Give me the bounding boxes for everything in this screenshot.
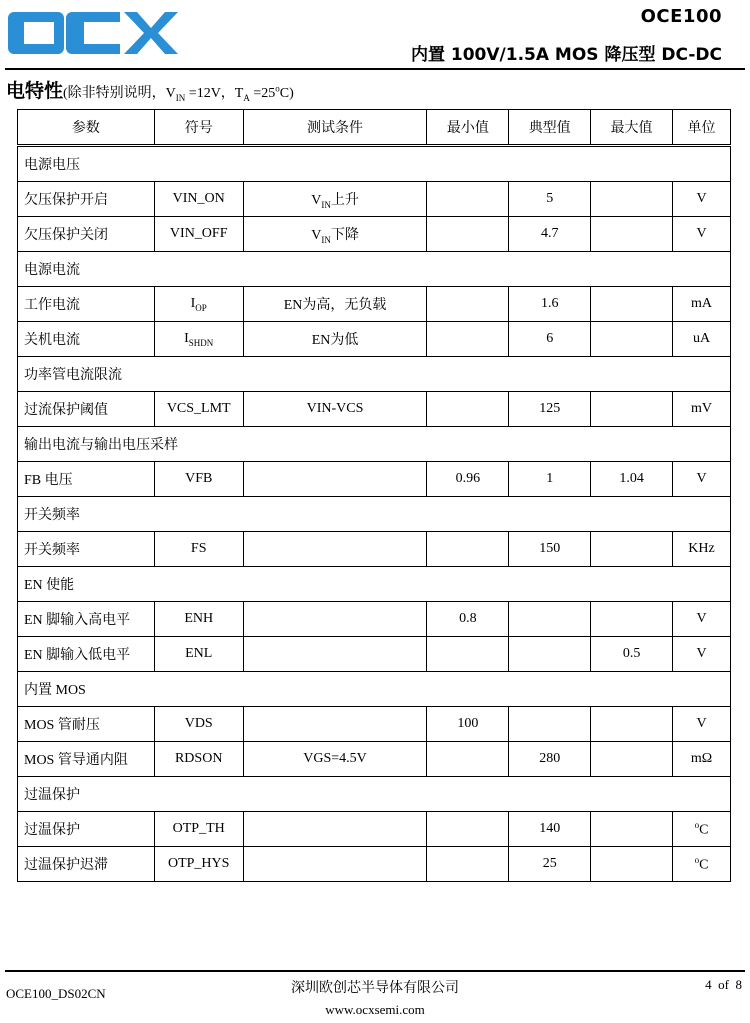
symbol-cell: OTP_TH xyxy=(154,812,243,847)
condition-cell: EN为低 xyxy=(243,322,427,357)
param-cell: EN 脚输入低电平 xyxy=(18,637,155,672)
page-number: 4 of 8 xyxy=(705,977,742,992)
table-header-row xyxy=(18,110,731,146)
section-row xyxy=(18,427,731,462)
table-row xyxy=(18,322,731,357)
max-cell xyxy=(591,182,673,217)
symbol-cell: FS xyxy=(154,532,243,567)
table-row xyxy=(18,707,731,742)
symbol-cell: VFB xyxy=(154,462,243,497)
condition-cell xyxy=(243,812,427,847)
symbol-cell: VIN_OFF xyxy=(154,217,243,252)
table-row xyxy=(18,602,731,637)
symbol-cell: VDS xyxy=(154,707,243,742)
param-cell: 关机电流 xyxy=(18,322,155,357)
model-number: OCE100 xyxy=(640,6,722,27)
company-name: 深圳欧创芯半导体有限公司 xyxy=(291,981,459,996)
unit-cell: uA xyxy=(673,322,731,357)
section-label: 开关频率 xyxy=(18,497,731,532)
typ-cell: 1.6 xyxy=(509,287,591,322)
unit-cell: mV xyxy=(673,392,731,427)
section-label: 内置 MOS xyxy=(18,672,731,707)
logo-text: OCX xyxy=(6,4,9,5)
section-label: 输出电流与输出电压采样 xyxy=(18,427,731,462)
symbol-cell: VCS_LMT xyxy=(154,392,243,427)
symbol-cell: OTP_HYS xyxy=(154,847,243,882)
max-cell xyxy=(591,322,673,357)
min-cell: 100 xyxy=(427,707,509,742)
document-id: OCE100_DS02CN xyxy=(6,986,106,1001)
section-label: EN 使能 xyxy=(18,567,731,602)
column-header: 最大值 xyxy=(591,110,673,146)
column-header: 单位 xyxy=(673,110,731,146)
min-cell xyxy=(427,637,509,672)
condition-cell: $V_{IN}$上升 xyxy=(243,182,427,217)
condition-cell: $V_{IN}$下降 xyxy=(243,217,427,252)
table-row xyxy=(18,182,731,217)
min-cell xyxy=(427,742,509,777)
symbol-cell: ENH xyxy=(154,602,243,637)
typ-cell: 140 xyxy=(509,812,591,847)
condition-cell xyxy=(243,602,427,637)
condition-cell: VGS=4.5V xyxy=(243,742,427,777)
header-divider xyxy=(5,68,745,70)
unit-cell: V xyxy=(673,602,731,637)
unit-cell: mΩ xyxy=(673,742,731,777)
condition-cell xyxy=(243,637,427,672)
max-cell: 0.5 xyxy=(591,637,673,672)
max-cell xyxy=(591,287,673,322)
param-cell: MOS 管导通内阻 xyxy=(18,742,155,777)
section-row xyxy=(18,497,731,532)
typ-cell xyxy=(509,602,591,637)
condition-cell xyxy=(243,462,427,497)
section-heading: 电特性(除非特别说明，$V_{IN} =12V$，$T_A =25^oC$) xyxy=(6,80,294,103)
min-cell xyxy=(427,812,509,847)
unit-cell: V xyxy=(673,637,731,672)
typ-cell xyxy=(509,707,591,742)
symbol-cell: $I_{OP}$ xyxy=(154,287,243,322)
max-cell xyxy=(591,392,673,427)
param-cell: 过温保护 xyxy=(18,812,155,847)
typ-cell: 5 xyxy=(509,182,591,217)
section-label: 电源电流 xyxy=(18,252,731,287)
typ-cell: 280 xyxy=(509,742,591,777)
document-title: 内置 100V/1.5A MOS 降压型 DC-DC xyxy=(410,45,722,65)
min-cell xyxy=(427,182,509,217)
column-header: 最小值 xyxy=(427,110,509,146)
symbol-cell: ENL xyxy=(154,637,243,672)
unit-cell: mA xyxy=(673,287,731,322)
condition-cell: EN为高，无负载 xyxy=(243,287,427,322)
column-header: 测试条件 xyxy=(243,110,427,146)
section-row xyxy=(18,252,731,287)
condition-cell xyxy=(243,707,427,742)
min-cell xyxy=(427,217,509,252)
unit-cell: V xyxy=(673,707,731,742)
min-cell xyxy=(427,322,509,357)
min-cell xyxy=(427,847,509,882)
param-cell: MOS 管耐压 xyxy=(18,707,155,742)
max-cell xyxy=(591,217,673,252)
section-row xyxy=(18,567,731,602)
min-cell: 0.96 xyxy=(427,462,509,497)
table-row xyxy=(18,812,731,847)
section-row xyxy=(18,357,731,392)
condition-cell xyxy=(243,532,427,567)
column-header: 典型值 xyxy=(509,110,591,146)
max-cell xyxy=(591,847,673,882)
min-cell xyxy=(427,532,509,567)
param-cell: EN 脚输入高电平 xyxy=(18,602,155,637)
condition-cell xyxy=(243,847,427,882)
table-row xyxy=(18,462,731,497)
condition-cell: VIN-VCS xyxy=(243,392,427,427)
symbol-cell: $I_{SHDN}$ xyxy=(154,322,243,357)
section-row xyxy=(18,777,731,812)
footer-divider xyxy=(5,970,745,972)
unit-cell: $^o$C xyxy=(673,847,731,882)
max-cell xyxy=(591,742,673,777)
typ-cell: 150 xyxy=(509,532,591,567)
column-header: 参数 xyxy=(18,110,155,146)
table-row xyxy=(18,287,731,322)
typ-cell: 125 xyxy=(509,392,591,427)
typ-cell xyxy=(509,637,591,672)
table-row xyxy=(18,217,731,252)
min-cell xyxy=(427,392,509,427)
typ-cell: 6 xyxy=(509,322,591,357)
max-cell: 1.04 xyxy=(591,462,673,497)
unit-cell: KHz xyxy=(673,532,731,567)
max-cell xyxy=(591,812,673,847)
section-title: 电特性 xyxy=(6,80,64,102)
max-cell xyxy=(591,707,673,742)
section-label: 功率管电流限流 xyxy=(18,357,731,392)
column-header: 符号 xyxy=(154,110,243,146)
table-row xyxy=(18,637,731,672)
symbol-cell: VIN_ON xyxy=(154,182,243,217)
table-row xyxy=(18,847,731,882)
symbol-cell: RDSON xyxy=(154,742,243,777)
table-row xyxy=(18,742,731,777)
table-row xyxy=(18,532,731,567)
typ-cell: 25 xyxy=(509,847,591,882)
min-cell: 0.8 xyxy=(427,602,509,637)
electrical-characteristics-table xyxy=(17,109,731,882)
param-cell: 欠压保护关闭 xyxy=(18,217,155,252)
min-cell xyxy=(427,287,509,322)
section-label: 过温保护 xyxy=(18,777,731,812)
unit-cell: V xyxy=(673,217,731,252)
param-cell: FB 电压 xyxy=(18,462,155,497)
param-cell: 开关频率 xyxy=(18,532,155,567)
company-url[interactable]: www.ocxsemi.com xyxy=(325,1002,425,1017)
unit-cell: $^o$C xyxy=(673,812,731,847)
section-label: 电源电压 xyxy=(18,146,731,182)
typ-cell: 1 xyxy=(509,462,591,497)
param-cell: 过温保护迟滞 xyxy=(18,847,155,882)
table-row xyxy=(18,392,731,427)
section-row xyxy=(18,146,731,182)
typ-cell: 4.7 xyxy=(509,217,591,252)
max-cell xyxy=(591,532,673,567)
max-cell xyxy=(591,602,673,637)
param-cell: 欠压保护开启 xyxy=(18,182,155,217)
unit-cell: V xyxy=(673,462,731,497)
company-logo xyxy=(6,4,182,62)
section-row xyxy=(18,672,731,707)
unit-cell: V xyxy=(673,182,731,217)
param-cell: 过流保护阈值 xyxy=(18,392,155,427)
param-cell: 工作电流 xyxy=(18,287,155,322)
